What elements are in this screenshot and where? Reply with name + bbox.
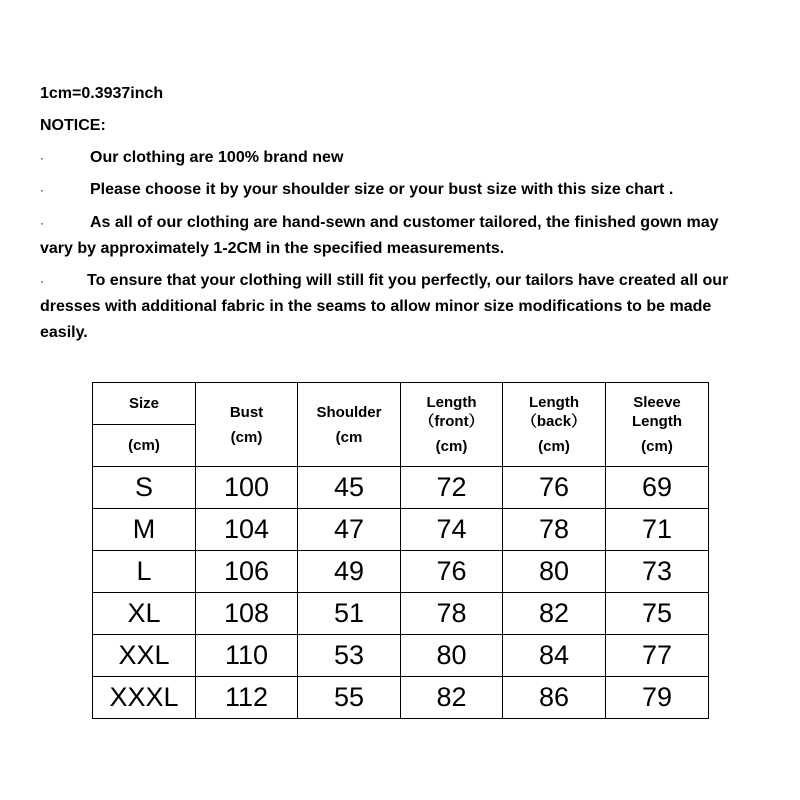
notice-item: [40, 210, 752, 262]
bullet-icon: ·: [40, 183, 44, 197]
header-length-back: [503, 383, 606, 467]
table-row: [93, 551, 709, 593]
cell-length-back: 82: [503, 593, 606, 635]
header-length-back-unit: (cm): [538, 438, 570, 455]
header-sleeve-unit: (cm): [641, 438, 673, 455]
table-row: [93, 467, 709, 509]
cell-sleeve-length: 77: [606, 635, 709, 677]
cell-size: S: [93, 467, 196, 509]
notice-item: [40, 177, 673, 203]
notice-text: To ensure that your clothing will still fit you perfectly, our tailors have created all our dresses with additional fabric in the seams to allow minor size modifications to be made easily.: [40, 272, 729, 342]
header-sleeve-length: [606, 383, 709, 467]
cell-size: XXXL: [93, 677, 196, 719]
cell-length-front: 82: [401, 677, 503, 719]
header-bust: [196, 383, 298, 467]
table-row: [93, 677, 709, 719]
cell-length-back: 76: [503, 467, 606, 509]
cell-length-front: 78: [401, 593, 503, 635]
cell-bust: 110: [196, 635, 298, 677]
header-sleeve-sub: Length: [632, 413, 682, 430]
cell-bust: 100: [196, 467, 298, 509]
header-shoulder-unit: (cm: [335, 428, 363, 446]
cell-length-back: 78: [503, 509, 606, 551]
cell-shoulder: 53: [298, 635, 401, 677]
unit-conversion: 1cm=0.3937inch: [40, 85, 164, 102]
notice-item: [40, 145, 343, 171]
header-length-back-sub: （back）: [521, 413, 587, 430]
cell-shoulder: 51: [298, 593, 401, 635]
header-bust-label: Bust: [229, 403, 264, 421]
cell-sleeve-length: 73: [606, 551, 709, 593]
notice-item: [40, 268, 752, 346]
notice-text: Our clothing are 100% brand new: [90, 149, 344, 167]
header-sleeve-label: Sleeve: [633, 394, 681, 411]
cell-length-front: 74: [401, 509, 503, 551]
header-length-front-label: Length: [426, 394, 477, 411]
cell-bust: 112: [196, 677, 298, 719]
cell-size: L: [93, 551, 196, 593]
cell-shoulder: 55: [298, 677, 401, 719]
header-length-front-unit: (cm): [435, 438, 468, 455]
cell-bust: 104: [196, 509, 298, 551]
cell-bust: 106: [196, 551, 298, 593]
cell-sleeve-length: 79: [606, 677, 709, 719]
cell-shoulder: 49: [298, 551, 401, 593]
header-length-back-label: Length: [529, 394, 579, 411]
cell-length-front: 72: [401, 467, 503, 509]
notice-text: Please choose it by your shoulder size or your bust size with this size chart .: [90, 181, 674, 199]
bullet-icon: ·: [40, 216, 44, 230]
cell-sleeve-length: 69: [606, 467, 709, 509]
table-row: [93, 635, 709, 677]
cell-size: M: [93, 509, 196, 551]
size-chart-table: [92, 382, 709, 719]
table-row: [93, 593, 709, 635]
header-bust-unit: (cm): [230, 428, 263, 446]
cell-length-back: 84: [503, 635, 606, 677]
header-length-front: [401, 383, 503, 467]
notice-heading: NOTICE:: [40, 117, 106, 134]
cell-length-front: 76: [401, 551, 503, 593]
cell-length-back: 80: [503, 551, 606, 593]
cell-size: XL: [93, 593, 196, 635]
header-shoulder-label: Shoulder: [316, 403, 382, 421]
header-shoulder: [298, 383, 401, 467]
bullet-icon: ·: [40, 274, 44, 288]
cell-bust: 108: [196, 593, 298, 635]
header-size-unit: (cm): [93, 425, 196, 467]
notice-text: As all of our clothing are hand-sewn and customer tailored, the finished gown may vary by approximately 1-2CM in the specified measurements.: [40, 214, 719, 258]
bullet-icon: ·: [40, 151, 44, 165]
header-length-front-sub: （front）: [419, 413, 484, 430]
cell-sleeve-length: 75: [606, 593, 709, 635]
cell-shoulder: 45: [298, 467, 401, 509]
cell-length-back: 86: [503, 677, 606, 719]
table-row: [93, 509, 709, 551]
cell-shoulder: 47: [298, 509, 401, 551]
header-row: [93, 383, 709, 425]
cell-size: XXL: [93, 635, 196, 677]
cell-sleeve-length: 71: [606, 509, 709, 551]
header-size: Size: [93, 383, 196, 425]
cell-length-front: 80: [401, 635, 503, 677]
